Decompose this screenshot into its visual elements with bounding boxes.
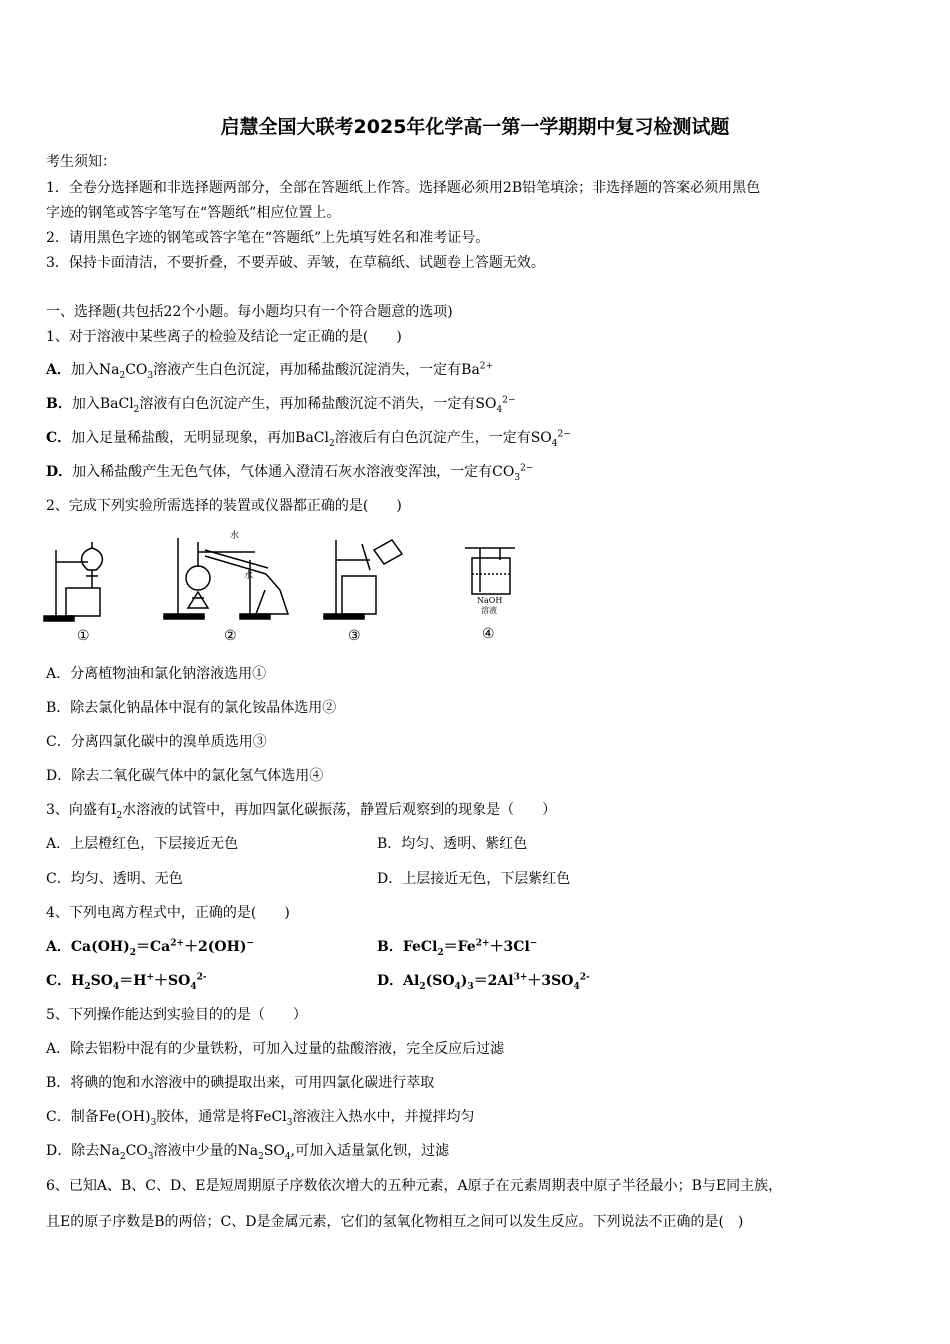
q6-stem-line2: 且E的原子序数是B的两倍；C、D是金属元素，它们的氢氧化物相互之间可以发生反应。下列说法不正确的是( ) (46, 1214, 744, 1230)
notice-item: 3．保持卡面清洁，不要折叠，不要弄破、弄皱，在草稿纸、试题卷上答题无效。 (46, 255, 545, 271)
sub: 2 (119, 370, 126, 381)
text: 加入稀盐酸产生无色气体，气体通入澄清石灰水溶液变浑浊，一定有CO (72, 464, 515, 480)
text: (SO (425, 973, 455, 989)
sub: 4 (551, 438, 558, 449)
option-label: A． (46, 939, 71, 955)
option-label: B． (377, 939, 403, 955)
sub: 4 (112, 981, 120, 992)
text: ＝Ca (136, 939, 171, 955)
option-label: D． (46, 464, 73, 480)
sup: − (246, 938, 255, 949)
q1-option-c (46, 428, 571, 448)
figure-label: ③ (348, 628, 361, 644)
q1-stem: 1、对于溶液中某些离子的检验及结论一定正确的是( ) (46, 329, 402, 345)
q5-stem: 5、下列操作能达到实验目的的是（ ） (46, 1007, 307, 1023)
text: 溶液产生白色沉淀，再加稀盐酸沉淀消失，一定有Ba (153, 362, 480, 378)
option-label: C． (46, 430, 72, 446)
text: 水溶液的试管中，再加四氯化碳振荡，静置后观察到的现象是（ ） (122, 802, 557, 818)
text: SO (263, 1143, 285, 1159)
text: Al (403, 973, 420, 989)
text: ,可加入适量氯化钡，过滤 (290, 1143, 450, 1159)
figure-label: ④ (482, 626, 495, 642)
q2-option-b: B．除去氯化钠晶体中混有的氯化铵晶体选用② (46, 700, 337, 716)
text: ＋SO (154, 973, 191, 989)
q5-option-b: B．将碘的饱和水溶液中的碘提取出来，可用四氯化碳进行萃取 (46, 1075, 435, 1091)
text: 加入BaCl (71, 396, 134, 412)
text: 溶液中少量的Na (153, 1143, 259, 1159)
sup: 2- (196, 972, 207, 983)
q1-option-b (46, 394, 516, 414)
sub: 2 (258, 1151, 264, 1162)
text: 溶液后有白色沉淀产生，一定有SO (334, 430, 552, 446)
sub: 3 (147, 370, 154, 381)
notice-item: 字迹的钢笔或答字笔写在“答题纸”相应位置上。 (46, 205, 341, 221)
text: 胶体，通常是将FeCl (156, 1109, 287, 1125)
sub: 2 (437, 947, 444, 958)
sub: 4 (573, 981, 580, 992)
figure-text: 水 (230, 531, 240, 541)
q3-option-a: A．上层橙红色，下层接近无色 (46, 836, 239, 852)
distillation-apparatus-icon (164, 538, 288, 619)
q5-option-c (46, 1107, 474, 1127)
text: ＝2Al (473, 973, 514, 989)
option-label: B． (46, 396, 72, 412)
text: CO (125, 362, 148, 378)
q3-option-c: C．均匀、透明、无色 (46, 871, 183, 887)
figure-text: 溶液 (481, 606, 497, 615)
text: 溶液有白色沉淀产生，再加稀盐酸沉淀不消失，一定有SO (139, 396, 497, 412)
figure-text: NaOH (477, 596, 503, 605)
q1-option-d (46, 462, 533, 482)
q2-option-a: A．分离植物油和氯化钠溶液选用① (46, 666, 267, 682)
q2-option-d: D．除去二氧化碳气体中的氯化氢气体选用④ (46, 768, 324, 784)
apparatus-figure (40, 530, 540, 660)
sub: 4 (454, 981, 461, 992)
text: ＋3Cl (489, 939, 530, 955)
q3-option-b: B．均匀、透明、紫红色 (377, 836, 528, 852)
sub: 4 (284, 1151, 291, 1162)
sup: 2- (579, 972, 590, 983)
sup: 2+ (475, 938, 490, 949)
sub: 3 (286, 1117, 293, 1128)
q5-option-d (46, 1141, 449, 1161)
sup: 2+ (479, 361, 494, 372)
text: CO (125, 1143, 148, 1159)
sup: 2− (520, 463, 534, 474)
sub: 2 (119, 1151, 126, 1162)
notice-heading: 考生须知： (46, 154, 116, 170)
sub: 3 (147, 1151, 154, 1162)
beaker-pouring-icon (324, 540, 402, 619)
q2-option-c: C．分离四氯化碳中的溴单质选用③ (46, 734, 267, 750)
q2-stem: 2、完成下列实验所需选择的装置或仪器都正确的是( ) (46, 498, 402, 514)
figure-label: ② (224, 628, 237, 644)
sup: 2− (502, 395, 516, 406)
text: 加入Na (70, 362, 120, 378)
q5-option-a: A．除去铝粉中混有的少量铁粉，可加入过量的盐酸溶液，完全反应后过滤 (46, 1041, 505, 1057)
sub: 3 (514, 472, 521, 483)
sub: 3 (467, 981, 474, 992)
q4-stem: 4、下列电离方程式中，正确的是( ) (46, 905, 290, 921)
figure-text: 水 (244, 571, 254, 581)
section-heading: 一、选择题(共包括22个小题。每小题均只有一个符合题意的选项) (46, 304, 453, 320)
q4-option-d (377, 971, 590, 991)
text: 加入足量稀盐酸，无明显现象，再加BaCl (71, 430, 329, 446)
text: 溶液注入热水中，并搅拌均匀 (292, 1109, 475, 1125)
option-label: C． (46, 973, 72, 989)
sub: 2 (133, 404, 140, 415)
gas-washing-bottle-icon (465, 548, 515, 594)
q6-stem-line1: 6、已知A、B、C、D、E是短周期原子序数依次增大的五种元素，A原子在元素周期表中原子半径最小；B与E同主族， (46, 1178, 783, 1194)
figure-label: ① (77, 628, 90, 644)
text: SO (90, 973, 113, 989)
notice-item: 2．请用黑色字迹的钢笔或答字笔在“答题纸”上先填写姓名和准考证号。 (46, 230, 490, 246)
sub: 2 (419, 981, 426, 992)
sup: − (529, 938, 538, 949)
text: ＋2(OH) (184, 939, 247, 955)
q4-option-b (377, 937, 537, 957)
text: FeCl (402, 939, 438, 955)
sub: 4 (190, 981, 197, 992)
sub: 3 (150, 1117, 157, 1128)
page-title: 启慧全国大联考2025年化学高一第一学期期中复习检测试题 (220, 116, 730, 138)
option-label: D． (377, 973, 404, 989)
text: C．制备Fe(OH) (46, 1109, 151, 1125)
sup: 2− (557, 429, 571, 440)
text: 3、向盛有I (46, 802, 117, 818)
sup: 3+ (513, 972, 528, 983)
sub: 4 (496, 404, 503, 415)
text: H (71, 973, 85, 989)
option-label: A． (46, 362, 71, 378)
sup: 2+ (170, 938, 185, 949)
sub: 2 (84, 981, 91, 992)
text: ＝Fe (443, 939, 476, 955)
text: ) (460, 973, 468, 989)
sub: 2 (328, 438, 335, 449)
q4-option-c (46, 971, 207, 991)
q3-option-d: D．上层接近无色，下层紫红色 (377, 871, 571, 887)
text: ＋3SO (527, 973, 574, 989)
separatory-funnel-icon (44, 542, 102, 621)
text: ＝H (119, 973, 147, 989)
notice-item: 1．全卷分选择题和非选择题两部分，全部在答题纸上作答。选择题必须用2B铅笔填涂；非选择题的答案必须用黑色 (46, 180, 761, 196)
text: D．除去Na (46, 1143, 120, 1159)
q3-stem (46, 800, 556, 820)
q4-option-a (46, 937, 254, 957)
sup: + (146, 972, 155, 983)
q1-option-a (46, 360, 493, 380)
text: Ca(OH) (70, 939, 130, 955)
sub: 2 (116, 810, 123, 821)
sub: 2 (129, 947, 137, 958)
